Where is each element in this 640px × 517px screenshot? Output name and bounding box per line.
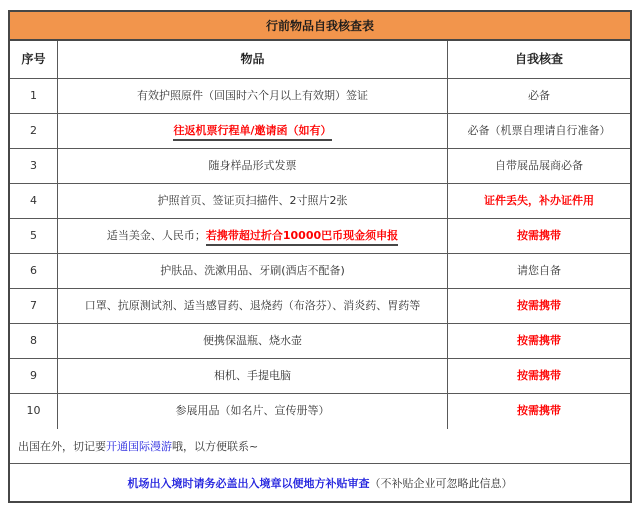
row-number-cell: 6	[10, 254, 58, 288]
check-cell	[448, 149, 630, 183]
table-body	[10, 79, 630, 429]
table-row	[10, 114, 630, 149]
item-cell	[58, 394, 448, 429]
check-text: 按需携带	[517, 333, 561, 347]
checklist-table	[8, 10, 632, 503]
check-text: 按需携带	[517, 228, 561, 242]
item-cell	[58, 114, 448, 148]
table-row	[10, 184, 630, 219]
table-row	[10, 289, 630, 324]
check-text: 按需携带	[517, 368, 561, 382]
item-text: 护照首页、签证页扫描件、2寸照片2张	[157, 193, 348, 207]
roaming-text: 开通国际漫游	[106, 440, 172, 453]
table-row	[10, 149, 630, 184]
table-row	[10, 219, 630, 254]
check-cell	[448, 289, 630, 323]
header-no: 序号	[10, 41, 58, 78]
check-text: 必备	[528, 88, 550, 102]
check-cell	[448, 254, 630, 288]
header-check: 自我核查	[514, 52, 563, 67]
item-text: 若携带超过折合10000巴币现金须申报	[206, 229, 398, 246]
row-number-cell: 9	[10, 359, 58, 393]
stamp-note	[10, 464, 630, 501]
check-cell	[448, 79, 630, 113]
check-text: 必备（机票自理请自行准备）	[467, 123, 611, 137]
check-cell	[448, 324, 630, 358]
item-cell	[58, 149, 448, 183]
roaming-text: 出国在外，切记要	[18, 440, 106, 453]
check-text: 按需携带	[517, 404, 561, 418]
row-number-cell: 7	[10, 289, 58, 323]
check-text: 证件丢失，补办证件用	[484, 193, 594, 207]
item-cell	[58, 79, 448, 113]
table-row	[10, 359, 630, 394]
item-cell	[58, 289, 448, 323]
check-cell	[448, 114, 630, 148]
item-text: 参展用品（如名片、宣传册等）	[175, 404, 330, 418]
item-cell	[58, 254, 448, 288]
stamp-text: （不补贴企业可忽略此信息）	[369, 476, 513, 490]
check-text: 按需携带	[517, 298, 561, 312]
item-cell	[58, 324, 448, 358]
row-number-cell: 3	[10, 149, 58, 183]
table-title: 行前物品自我核查表	[10, 12, 630, 41]
stamp-text: 机场出入境时请务必盖出入境章以便地方补贴审查	[127, 476, 370, 490]
roaming-note-row	[10, 429, 630, 464]
roaming-text: 哦，以方便联系~	[172, 440, 259, 453]
check-cell	[448, 394, 630, 429]
item-cell	[58, 219, 448, 253]
row-number-cell: 2	[10, 114, 58, 148]
row-number-cell: 8	[10, 324, 58, 358]
check-text: 请您自备	[517, 263, 561, 277]
item-cell	[58, 359, 448, 393]
check-text: 自带展品展商必备	[495, 158, 583, 172]
item-text: 护肤品、洗漱用品、牙刷(酒店不配备)	[160, 263, 345, 277]
table-row	[10, 324, 630, 359]
table-row	[10, 254, 630, 289]
check-cell	[448, 359, 630, 393]
row-number-cell: 4	[10, 184, 58, 218]
table-row	[10, 79, 630, 114]
check-cell	[448, 184, 630, 218]
table-row	[10, 394, 630, 429]
item-text: 适当美金、人民币；	[106, 228, 206, 242]
item-cell	[58, 184, 448, 218]
row-number-cell: 10	[10, 394, 58, 429]
header-item: 物品	[58, 41, 448, 78]
row-number-cell: 1	[10, 79, 58, 113]
item-text: 有效护照原件（回国时六个月以上有效期）签证	[137, 88, 368, 102]
item-text: 口罩、抗原测试剂、适当感冒药、退烧药（布洛芬）、消炎药、胃药等	[84, 298, 421, 312]
check-cell	[448, 219, 630, 253]
roaming-note	[10, 429, 630, 463]
item-text: 便携保温瓶、烧水壶	[203, 333, 302, 347]
item-text: 往返机票行程单/邀请函（如有）	[173, 124, 331, 141]
stamp-note-row	[10, 464, 630, 501]
item-text: 随身样品形式发票	[208, 158, 297, 172]
row-number-cell: 5	[10, 219, 58, 253]
item-text: 相机、手提电脑	[214, 368, 291, 382]
header-row	[10, 41, 630, 79]
